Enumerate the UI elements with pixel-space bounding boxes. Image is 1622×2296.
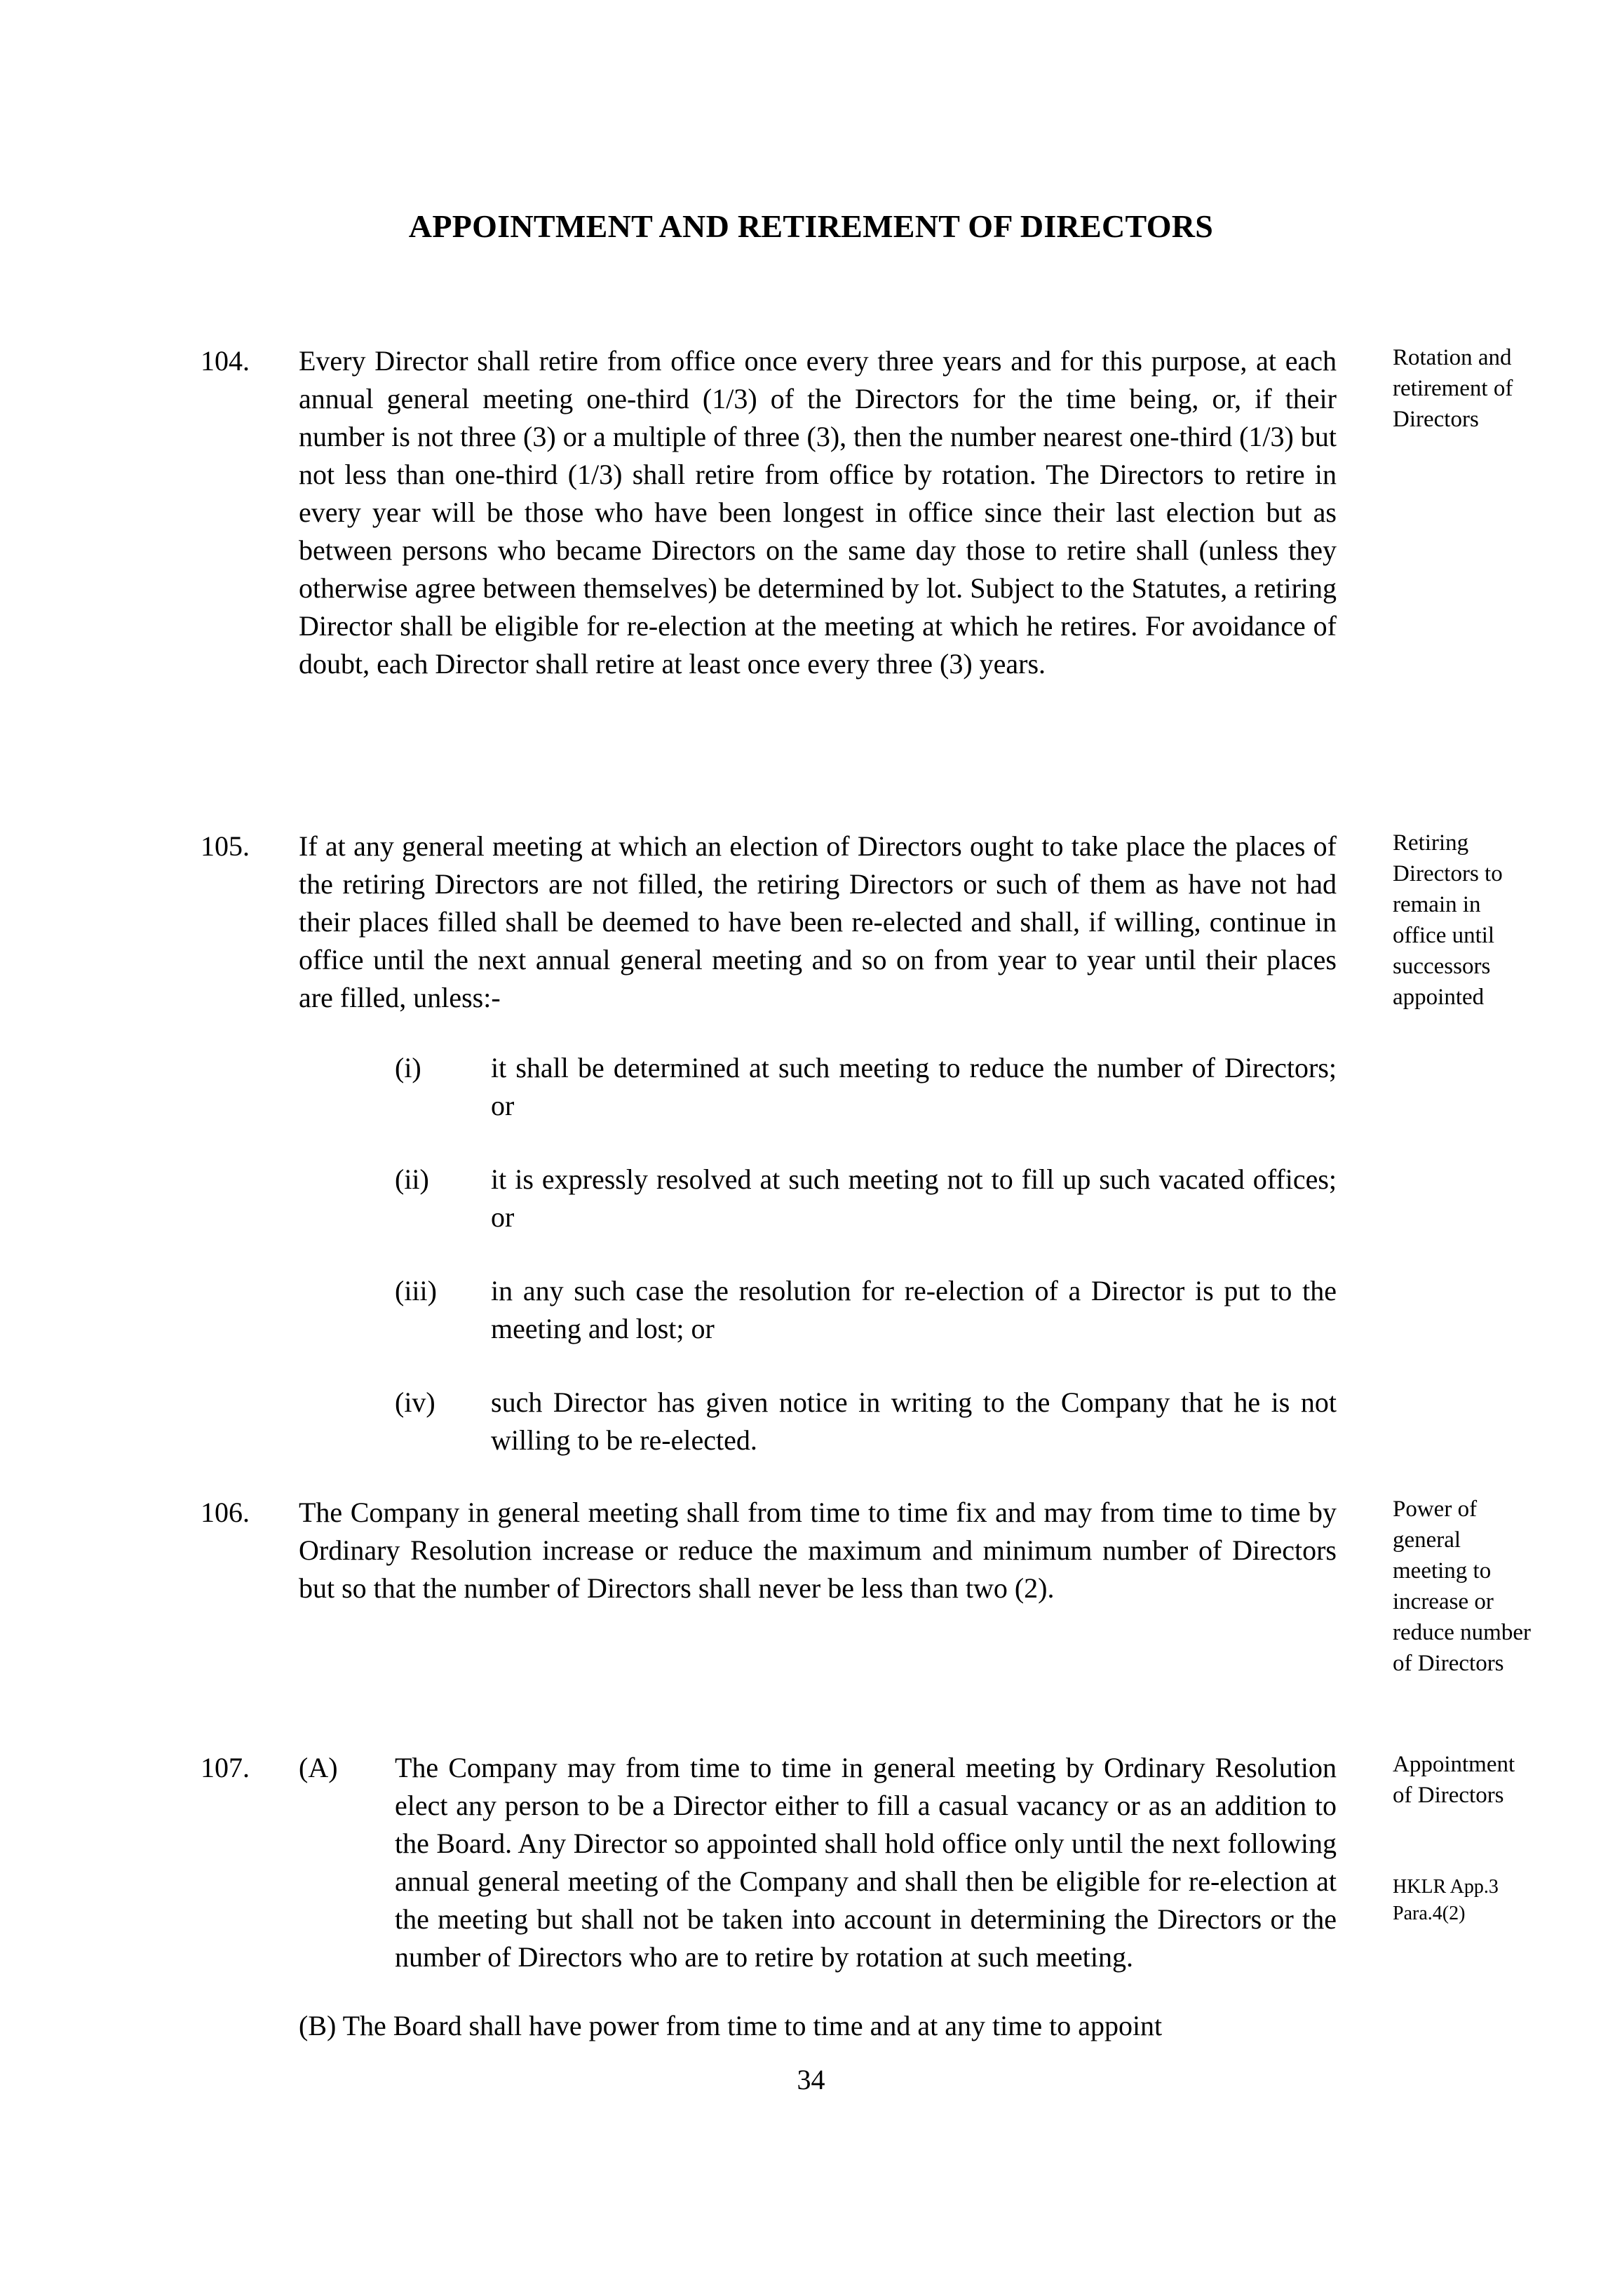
sub-article-text-b: (B) The Board shall have power from time to time and at any time to appoint [299, 2010, 1163, 2041]
list-item-text: such Director has given notice in writing to the Company that he is not willing to be re-elected. [491, 1386, 1337, 1456]
list-item-label: (i) [395, 1052, 421, 1083]
page-number: 34 [797, 2064, 825, 2095]
sub-article-label-a: (A) [299, 1752, 338, 1783]
section-heading: APPOINTMENT AND RETIREMENT OF DIRECTORS [408, 208, 1214, 244]
margin-note-104: Rotation and retirement of Directors [1393, 345, 1513, 432]
article-number-105: 105. [201, 830, 250, 862]
margin-reference-107: HKLR App.3 Para.4(2) [1393, 1876, 1499, 1924]
list-item-text: it is expressly resolved at such meeting not to fill up such vacated offices; or [491, 1163, 1337, 1233]
sub-article-text-a: The Company may from time to time in general meeting by Ordinary Resolution elect any person to be a Director either to fill a casual vacancy or as an addition to the Board. Any Director so appointed shall hold office only until the next following annual general meeting of the Company and shall then be eligible for re-election at the meeting but shall not be taken into account in determining the Directors or the number of Directors who are to retire by rotation at such meeting. [395, 1752, 1337, 1973]
margin-note-105: Retiring Directors to remain in office until successors appointed [1393, 830, 1503, 1010]
article-text-106: The Company in general meeting shall from time to time fix and may from time to time by Ordinary Resolution increase or reduce the maximum and minimum number of Directors but so that the number of Directors shall never be less than two (2). [299, 1497, 1337, 1604]
list-item-text: it shall be determined at such meeting to reduce the number of Directors; or [491, 1052, 1337, 1121]
list-item-label: (iii) [395, 1275, 437, 1306]
article-number-107: 107. [201, 1752, 250, 1783]
article-number-106: 106. [201, 1497, 250, 1528]
list-item-label: (iv) [395, 1386, 435, 1418]
margin-note-107: Appointment of Directors [1393, 1752, 1515, 1808]
article-text-104: Every Director shall retire from office once every three years and for this purpose, at each annual general meeting one-third (1/3) of the Directors for the time being, or, if their number is not three (3) or a multiple of three (3), then the number nearest one-third (1/3) but not less than one-third (1/3) shall retire from office by rotation. The Directors to retire in every year will be those who have been longest in office since their last election but as between persons who became Directors on the same day those to retire shall (unless they otherwise agree between themselves) be determined by lot. Subject to the Statutes, a retiring Director shall be eligible for re-election at the meeting at which he retires. For avoidance of doubt, each Director shall retire at least once every three (3) years. [299, 345, 1337, 680]
list-item-label: (ii) [395, 1163, 429, 1195]
list-item-text: in any such case the resolution for re-election of a Director is put to the meeting and lost; or [491, 1275, 1337, 1344]
article-number-104: 104. [201, 345, 250, 377]
article-text-105: If at any general meeting at which an election of Directors ought to take place the places of the retiring Directors are not filled, the retiring Directors or such of them as have not had their places filled shall be deemed to have been re-elected and shall, if willing, continue in office until the next annual general meeting and so on from year to year until their places are filled, unless:- [299, 830, 1337, 1013]
margin-note-106: Power of general meeting to increase or reduce number of Directors [1393, 1497, 1531, 1676]
